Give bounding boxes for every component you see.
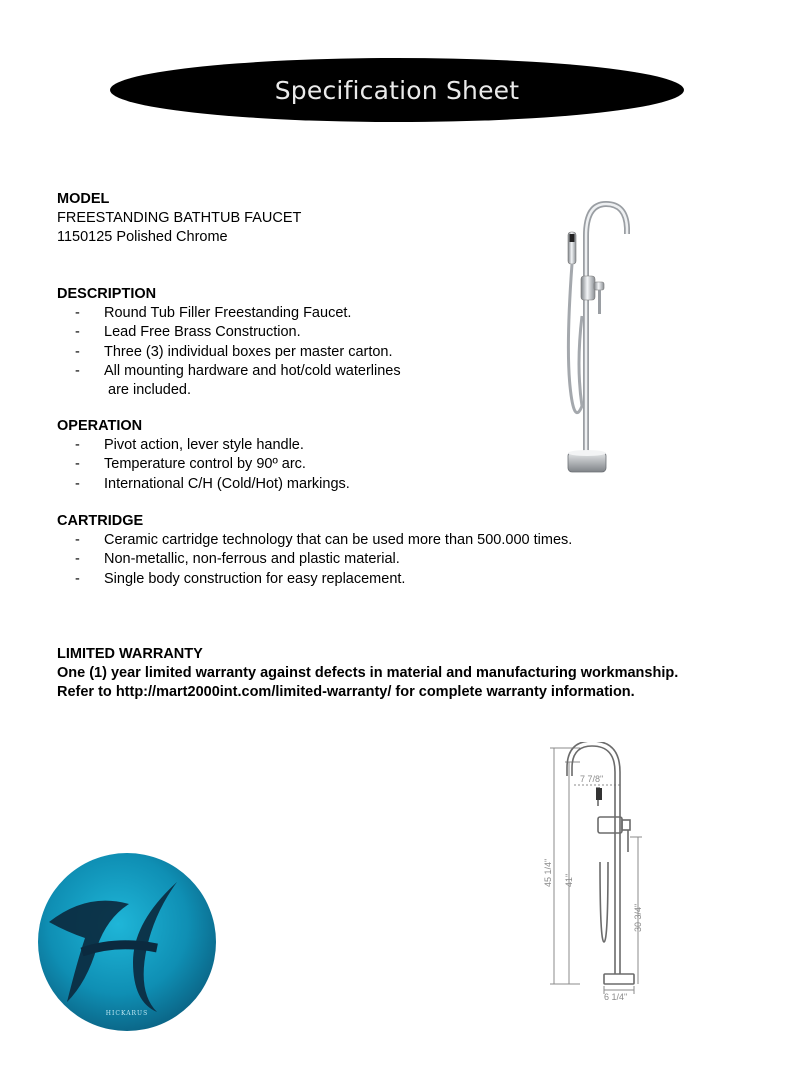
list-item: - Lead Free Brass Construction.	[57, 323, 401, 342]
model-name: FREESTANDING BATHTUB FAUCET	[57, 210, 302, 227]
warranty-text: One (1) year limited warranty against defects in material and manufacturing workmanship.	[57, 665, 679, 682]
operation-heading: OPERATION	[57, 418, 143, 434]
list-item: - Pivot action, lever style handle.	[57, 436, 350, 455]
list-item: - International C/H (Cold/Hot) markings.	[57, 475, 350, 494]
dim-total-label: 45 1/4"	[543, 858, 553, 887]
warranty-heading: LIMITED WARRANTY	[57, 646, 203, 662]
dim-base-label: 6 1/4"	[604, 992, 628, 1002]
spec-sheet-title-banner	[110, 58, 684, 122]
list-item-continuation: are included.	[108, 382, 192, 399]
model-section	[57, 190, 301, 248]
hickarus-logo	[37, 852, 217, 1032]
logo-wordmark: HICKARUS	[105, 1010, 149, 1017]
model-number: 1150125 Polished Chrome	[57, 229, 228, 246]
page-title: Specification Sheet	[274, 75, 520, 105]
dimension-drawing	[540, 742, 650, 1004]
warranty-section	[57, 645, 678, 703]
list-item: - Single body construction for easy replacement.	[57, 570, 572, 589]
list-item: - All mounting hardware and hot/cold waterlines	[57, 362, 401, 381]
dim-body-label: 41"	[564, 873, 574, 887]
list-item: - Non-metallic, non-ferrous and plastic material.	[57, 550, 572, 569]
operation-section	[57, 417, 350, 494]
faucet-product-image	[548, 196, 638, 478]
description-section	[57, 285, 401, 400]
cartridge-section	[57, 512, 572, 589]
description-heading: DESCRIPTION	[57, 286, 157, 302]
list-item: - Round Tub Filler Freestanding Faucet.	[57, 304, 401, 323]
list-item: - Ceramic cartridge technology that can be used more than 500.000 times.	[57, 531, 572, 550]
list-item: - Temperature control by 90º arc.	[57, 455, 350, 474]
dim-handle-label: 30 3/4"	[633, 903, 643, 932]
dim-spout-label: 7 7/8"	[580, 774, 604, 784]
model-heading: MODEL	[57, 191, 110, 207]
list-item: - Three (3) individual boxes per master carton.	[57, 343, 401, 362]
warranty-link-text: Refer to http://mart2000int.com/limited-warranty/ for complete warranty information.	[57, 684, 635, 701]
cartridge-heading: CARTRIDGE	[57, 513, 144, 529]
